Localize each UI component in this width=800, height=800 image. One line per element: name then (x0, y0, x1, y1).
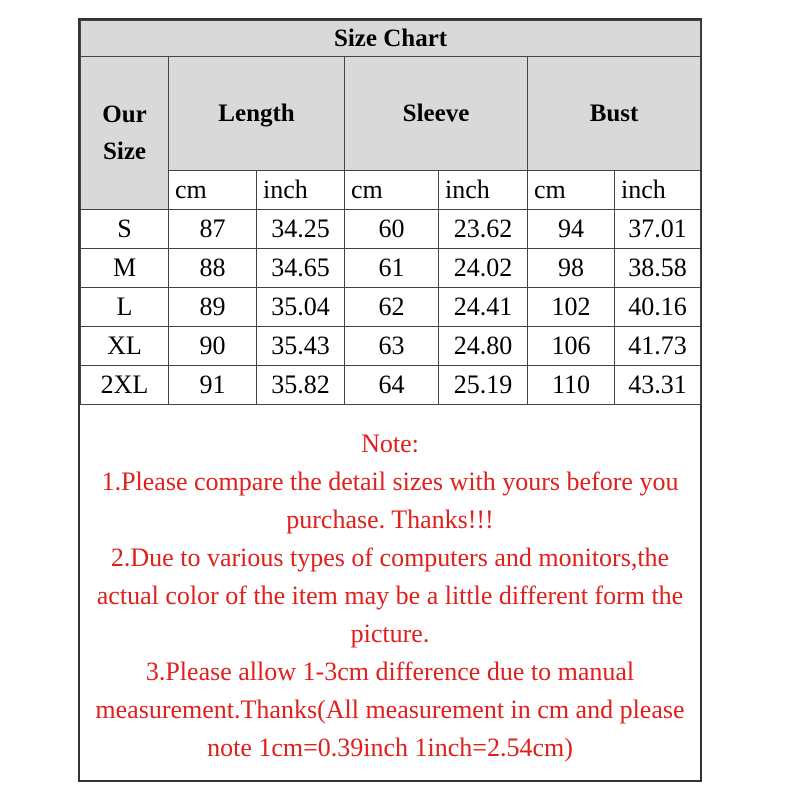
sleeve-inch-cell: 24.80 (439, 327, 528, 366)
title-row (81, 21, 701, 57)
sleeve-cm-cell: 63 (345, 327, 439, 366)
bust-inch-cell: 41.73 (615, 327, 701, 366)
sleeve-inch-cell: 23.62 (439, 210, 528, 249)
size-header-line2: Size (102, 138, 147, 165)
size-label: M (81, 249, 169, 288)
length-inch-cell: 35.04 (257, 288, 345, 327)
unit-row (81, 171, 701, 210)
table-row (81, 210, 701, 249)
length-inch-cell: 34.25 (257, 210, 345, 249)
size-label: 2XL (81, 366, 169, 405)
sleeve-cm-cell: 64 (345, 366, 439, 405)
table-row (81, 249, 701, 288)
bust-cm-cell: 98 (528, 249, 615, 288)
unit-length-cm: cm (169, 171, 257, 210)
table-row (81, 327, 701, 366)
sleeve-cm-cell: 61 (345, 249, 439, 288)
note-item-3: 3.Please allow 1-3cm difference due to manual measurement.Thanks(All measurement in cm and please note 1cm=0.39inch 1inch=2.54cm) (95, 657, 685, 762)
note-heading: Note: (361, 429, 419, 458)
note-item-1: 1.Please compare the detail sizes with yours before you purchase. Thanks!!! (101, 467, 679, 534)
sleeve-inch-cell: 25.19 (439, 366, 528, 405)
size-chart-sheet (78, 18, 702, 782)
length-cm-cell: 90 (169, 327, 257, 366)
chart-title: Size Chart (81, 21, 701, 57)
table-row (81, 288, 701, 327)
size-label: XL (81, 327, 169, 366)
length-cm-cell: 87 (169, 210, 257, 249)
length-cm-cell: 91 (169, 366, 257, 405)
bust-inch-cell: 40.16 (615, 288, 701, 327)
length-cm-cell: 89 (169, 288, 257, 327)
size-label: L (81, 288, 169, 327)
length-cm-cell: 88 (169, 249, 257, 288)
bust-inch-cell: 43.31 (615, 366, 701, 405)
bust-cm-cell: 106 (528, 327, 615, 366)
sleeve-inch-cell: 24.41 (439, 288, 528, 327)
unit-length-inch: inch (257, 171, 345, 210)
note-section (80, 411, 700, 780)
unit-sleeve-inch: inch (439, 171, 528, 210)
group-header-row (81, 57, 701, 171)
size-header-line1: Our (102, 101, 147, 128)
unit-sleeve-cm: cm (345, 171, 439, 210)
bust-cm-cell: 94 (528, 210, 615, 249)
length-group-header: Length (169, 57, 345, 171)
size-label: S (81, 210, 169, 249)
length-inch-cell: 35.43 (257, 327, 345, 366)
bust-group-header: Bust (528, 57, 701, 171)
note-item-2: 2.Due to various types of computers and monitors,the actual color of the item may be a little different form the picture. (96, 543, 684, 648)
bust-cm-cell: 102 (528, 288, 615, 327)
bust-inch-cell: 37.01 (615, 210, 701, 249)
length-inch-cell: 35.82 (257, 366, 345, 405)
unit-bust-cm: cm (528, 171, 615, 210)
table-row (81, 366, 701, 405)
sleeve-group-header: Sleeve (345, 57, 528, 171)
bust-cm-cell: 110 (528, 366, 615, 405)
sleeve-inch-cell: 24.02 (439, 249, 528, 288)
sleeve-cm-cell: 62 (345, 288, 439, 327)
bust-inch-cell: 38.58 (615, 249, 701, 288)
size-table (80, 20, 701, 405)
sleeve-cm-cell: 60 (345, 210, 439, 249)
size-column-header (81, 57, 169, 210)
length-inch-cell: 34.65 (257, 249, 345, 288)
unit-bust-inch: inch (615, 171, 701, 210)
